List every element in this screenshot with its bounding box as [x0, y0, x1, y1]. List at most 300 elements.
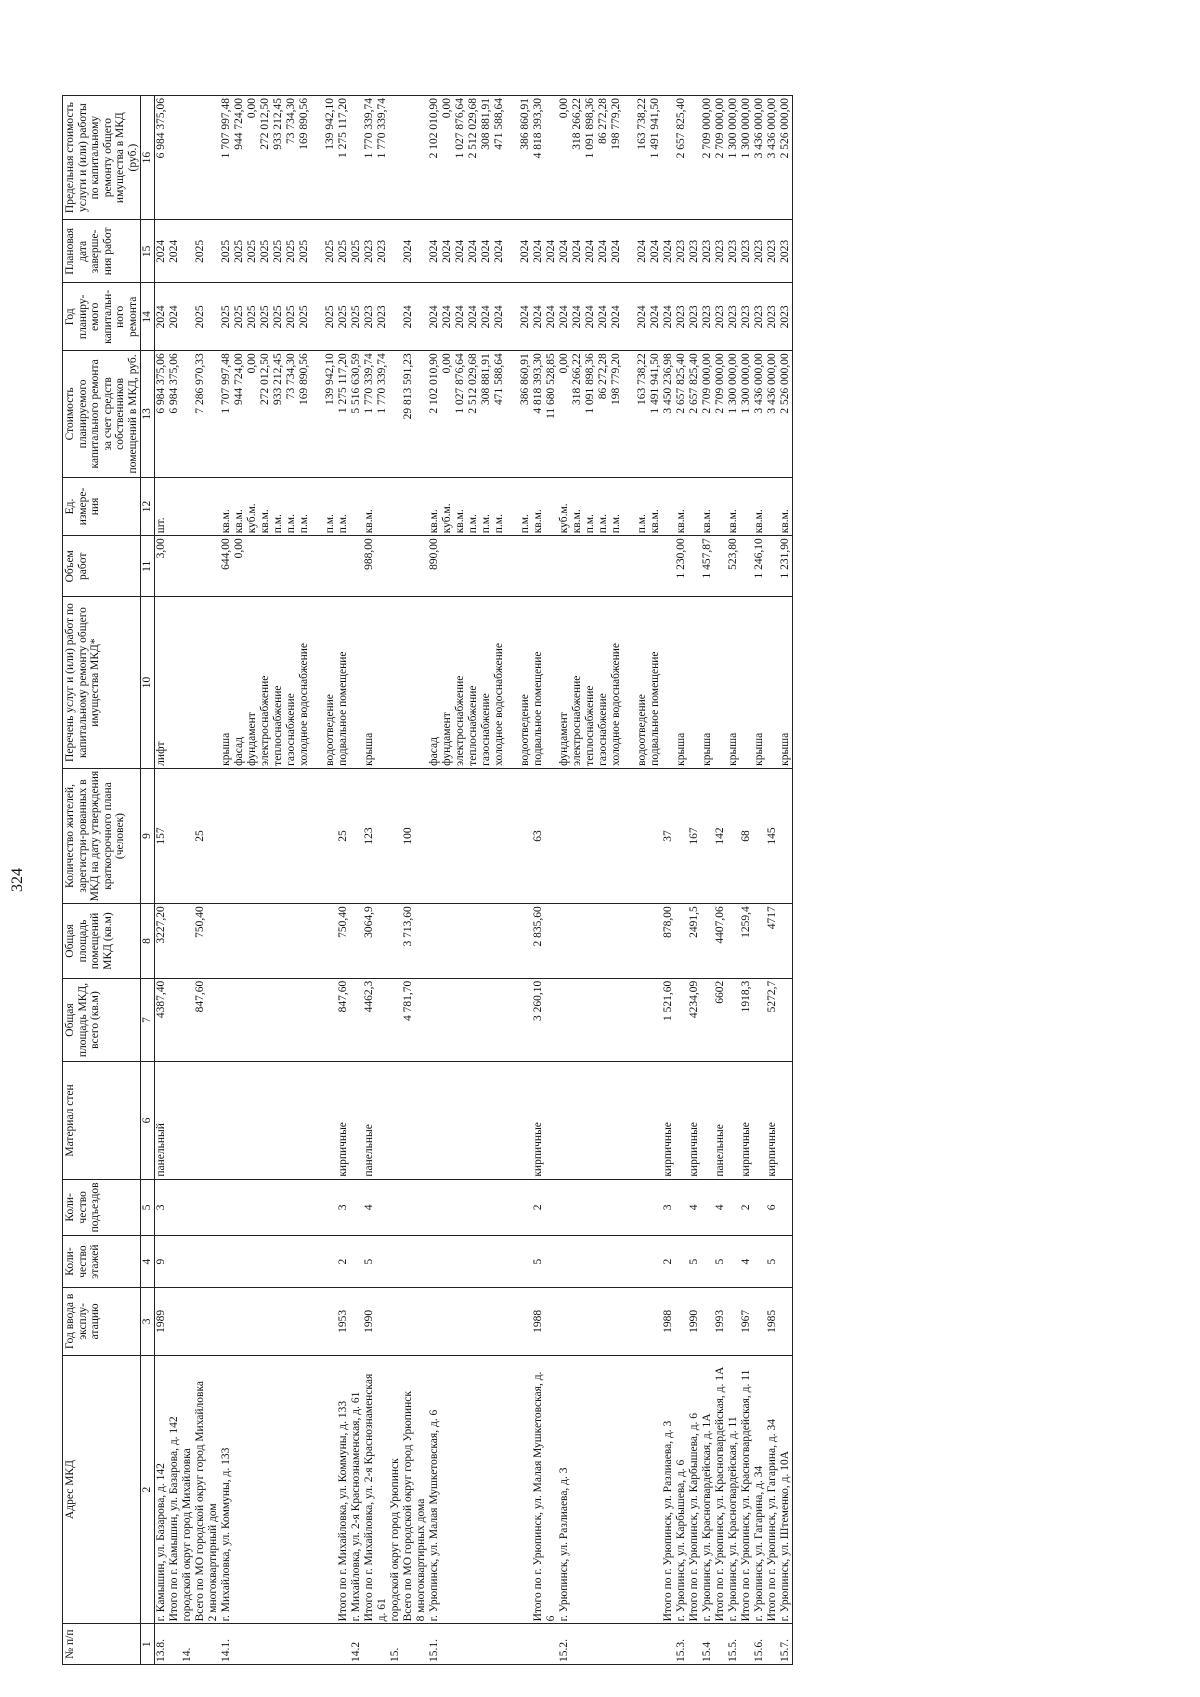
table-cell: [493, 768, 506, 903]
table-cell: Итого по г. Урюпинск, ул. Гагарина, д. 34: [766, 1355, 779, 1624]
table-cell: [402, 1624, 415, 1665]
table-cell: Итого по г. Урюпинск, ул. Красногвардейская, д. 1А: [714, 1355, 727, 1624]
table-cell: 1 491 941,50: [649, 96, 662, 220]
table-cell: [376, 477, 389, 536]
table-cell: 0,00: [441, 351, 454, 477]
table-cell: [376, 1179, 389, 1235]
column-header-8: Общая площадь помещений МКД (кв.м): [63, 904, 141, 978]
table-cell: [571, 536, 584, 597]
table-cell: [194, 1288, 207, 1356]
table-cell: [415, 96, 428, 220]
table-cell: 2025: [350, 220, 363, 283]
table-cell: [519, 1288, 532, 1356]
table-cell: 2023: [675, 283, 688, 351]
table-cell: [727, 904, 740, 978]
table-cell: 1918,3: [740, 978, 753, 1062]
table-cell: [454, 768, 467, 903]
table-cell: 5272,7: [766, 978, 779, 1062]
table-row: [558, 96, 571, 1665]
table-cell: 1 457,87: [701, 536, 714, 597]
table-cell: панельные: [363, 1062, 376, 1179]
table-row: [363, 96, 376, 1665]
table-cell: 2024: [467, 283, 480, 351]
table-cell: [649, 978, 662, 1062]
table-cell: п.м.: [636, 477, 649, 536]
table-cell: 6 984 375,06: [155, 351, 169, 477]
table-cell: 2 709 000,00: [701, 351, 714, 477]
column-number-9: 9: [141, 768, 155, 903]
table-cell: [701, 978, 714, 1062]
table-cell: [428, 1236, 441, 1288]
table-cell: 2491,5: [688, 904, 701, 978]
table-cell: п.м.: [298, 477, 311, 536]
table-cell: [272, 1355, 285, 1624]
table-cell: [207, 1624, 220, 1665]
table-cell: [597, 904, 610, 978]
table-cell: кв.м.: [675, 477, 688, 536]
table-cell: [324, 1062, 337, 1179]
table-cell: 0,00: [233, 536, 246, 597]
table-cell: [220, 904, 233, 978]
table-cell: 272 012,50: [259, 96, 272, 220]
table-cell: [623, 536, 636, 597]
table-cell: г. Урюпинск, ул. Карбышева, д. 6: [675, 1355, 688, 1624]
table-cell: [324, 904, 337, 978]
table-row: [285, 96, 298, 1665]
table-cell: [415, 1236, 428, 1288]
table-cell: [519, 978, 532, 1062]
table-row: [532, 96, 545, 1665]
table-cell: 145: [766, 768, 779, 903]
table-cell: [402, 1288, 415, 1356]
table-cell: 2025: [285, 283, 298, 351]
table-cell: [519, 1062, 532, 1179]
table-cell: [337, 1624, 350, 1665]
table-cell: г. Урюпинск, ул. Красногвардейская, д. 11: [727, 1355, 740, 1624]
table-cell: 2024: [493, 220, 506, 283]
table-cell: 944 724,00: [233, 351, 246, 477]
table-row: [740, 96, 753, 1665]
table-cell: [467, 1236, 480, 1288]
table-cell: [350, 1062, 363, 1179]
table-cell: [519, 536, 532, 597]
page-number: 324: [9, 868, 26, 892]
table-cell: 2024: [610, 220, 623, 283]
table-cell: [272, 536, 285, 597]
table-cell: [454, 1355, 467, 1624]
table-cell: 2 657 825,40: [688, 351, 701, 477]
table-cell: 2: [662, 1236, 675, 1288]
table-row: [272, 96, 285, 1665]
table-cell: [753, 1062, 766, 1179]
table-cell: [389, 477, 402, 536]
table-cell: [415, 351, 428, 477]
table-row: [389, 96, 402, 1665]
table-cell: [181, 1288, 194, 1356]
table-cell: п.м.: [519, 477, 532, 536]
table-cell: 4387,40: [155, 978, 169, 1062]
table-cell: 1953: [337, 1288, 350, 1356]
table-cell: [220, 1236, 233, 1288]
table-cell: [649, 1062, 662, 1179]
table-cell: [376, 1236, 389, 1288]
table-cell: [181, 220, 194, 283]
table-cell: 68: [740, 768, 753, 903]
table-cell: 86 272,28: [597, 351, 610, 477]
table-cell: [493, 978, 506, 1062]
table-cell: [350, 536, 363, 597]
table-cell: куб.м.: [558, 477, 571, 536]
table-cell: [467, 768, 480, 903]
table-cell: [571, 904, 584, 978]
table-row: [727, 96, 740, 1665]
table-cell: 2023: [363, 283, 376, 351]
table-cell: [636, 978, 649, 1062]
table-cell: [168, 978, 181, 1062]
table-cell: Итого по г. Михайловка, ул. 2-я Краснознаменская: [363, 1355, 376, 1624]
table-cell: 2025: [259, 283, 272, 351]
table-cell: 2023: [740, 283, 753, 351]
table-cell: 750,40: [337, 904, 350, 978]
table-cell: [675, 1236, 688, 1288]
table-cell: [506, 536, 519, 597]
table-cell: городской округ город Михайловка: [181, 1355, 194, 1624]
table-row: [441, 96, 454, 1665]
table-cell: г. Урюпинск, ул. Штеменко, д. 10А: [779, 1355, 793, 1624]
table-cell: [558, 768, 571, 903]
table-cell: [584, 1624, 597, 1665]
table-row: [571, 96, 584, 1665]
column-header-16: Предельная стоимость услуги и (или) работы по капитальному ремонту общего имущества в МКД (руб.): [63, 96, 141, 220]
table-cell: [779, 1062, 793, 1179]
table-cell: 1 230,00: [675, 536, 688, 597]
table-cell: [285, 1179, 298, 1235]
table-cell: [545, 1288, 558, 1356]
table-cell: [207, 597, 220, 769]
table-cell: [207, 904, 220, 978]
table-cell: [441, 536, 454, 597]
table-cell: 4717: [766, 904, 779, 978]
table-cell: [623, 1355, 636, 1624]
table-cell: 1993: [714, 1288, 727, 1356]
table-cell: [662, 1624, 675, 1665]
table-cell: [415, 283, 428, 351]
table-cell: 2024: [168, 283, 181, 351]
table-cell: 2023: [766, 220, 779, 283]
table-cell: кв.м.: [259, 477, 272, 536]
table-cell: [402, 597, 415, 769]
table-cell: 163 738,22: [636, 351, 649, 477]
table-cell: [584, 768, 597, 903]
table-cell: кв.м.: [363, 477, 376, 536]
table-cell: 2025: [246, 220, 259, 283]
table-cell: [220, 1062, 233, 1179]
table-cell: [428, 768, 441, 903]
table-cell: [337, 536, 350, 597]
table-cell: 9: [155, 1236, 169, 1288]
table-cell: [610, 1624, 623, 1665]
table-cell: [298, 1236, 311, 1288]
table-cell: [220, 1288, 233, 1356]
table-row: [324, 96, 337, 1665]
table-cell: [441, 1179, 454, 1235]
table-cell: [389, 1236, 402, 1288]
table-cell: [246, 1355, 259, 1624]
table-cell: 2025: [194, 220, 207, 283]
table-cell: 944 724,00: [233, 96, 246, 220]
table-cell: [168, 904, 181, 978]
table-cell: Итого по г. Урюпинск, ул. Разлиаева, д. 3: [662, 1355, 675, 1624]
table-cell: [558, 904, 571, 978]
table-row: [779, 96, 793, 1665]
table-cell: [350, 1288, 363, 1356]
table-cell: 1 027 876,64: [454, 351, 467, 477]
table-cell: [389, 1179, 402, 1235]
table-cell: 100: [402, 768, 415, 903]
table-cell: 1988: [662, 1288, 675, 1356]
table-cell: 15.1.: [428, 1624, 441, 1665]
table-cell: [246, 768, 259, 903]
table-cell: 2024: [532, 220, 545, 283]
table-cell: [181, 283, 194, 351]
table-cell: 3 713,60: [402, 904, 415, 978]
table-cell: 25: [337, 768, 350, 903]
table-cell: [493, 1062, 506, 1179]
column-number-14: 14: [141, 283, 155, 351]
table-cell: [623, 978, 636, 1062]
table-cell: 163 738,22: [636, 96, 649, 220]
table-cell: 169 890,56: [298, 351, 311, 477]
table-cell: 2023: [376, 283, 389, 351]
table-cell: [207, 477, 220, 536]
table-cell: [454, 1288, 467, 1356]
table-cell: [454, 1062, 467, 1179]
column-number-15: 15: [141, 220, 155, 283]
table-cell: [376, 536, 389, 597]
table-cell: 3: [662, 1179, 675, 1235]
table-cell: [285, 1062, 298, 1179]
table-cell: теплоснабжение: [272, 597, 285, 769]
table-cell: [688, 1624, 701, 1665]
table-cell: [506, 1062, 519, 1179]
table-cell: Итого по г. Урюпинск, ул. Малая Мушкетовская, д.: [532, 1355, 545, 1624]
table-cell: 2 многоквартирный дом: [207, 1355, 220, 1624]
table-cell: [714, 477, 727, 536]
table-cell: 3: [337, 1179, 350, 1235]
table-cell: [519, 1179, 532, 1235]
table-cell: [688, 536, 701, 597]
table-cell: [376, 1062, 389, 1179]
table-cell: [298, 1355, 311, 1624]
table-cell: [662, 597, 675, 769]
table-cell: [246, 1236, 259, 1288]
table-cell: [675, 768, 688, 903]
table-cell: [506, 1355, 519, 1624]
table-cell: 2023: [727, 220, 740, 283]
table-cell: [714, 1624, 727, 1665]
table-cell: 2024: [597, 283, 610, 351]
table-cell: [571, 1355, 584, 1624]
table-cell: [194, 96, 207, 220]
table-cell: 1 231,90: [779, 536, 793, 597]
table-cell: 2023: [675, 220, 688, 283]
table-cell: 2023: [740, 220, 753, 283]
table-cell: газоснабжение: [285, 597, 298, 769]
table-cell: 142: [714, 768, 727, 903]
table-cell: 37: [662, 768, 675, 903]
table-cell: фундамент: [558, 597, 571, 769]
table-cell: 2023: [766, 283, 779, 351]
table-cell: [649, 1288, 662, 1356]
table-cell: кирпичные: [766, 1062, 779, 1179]
table-row: [402, 96, 415, 1665]
table-cell: [506, 1288, 519, 1356]
table-cell: [181, 351, 194, 477]
table-cell: [779, 1236, 793, 1288]
table-cell: 3 436 000,00: [766, 96, 779, 220]
table-cell: холодное водоснабжение: [493, 597, 506, 769]
table-cell: 4: [740, 1236, 753, 1288]
table-cell: 15.5.: [727, 1624, 740, 1665]
table-cell: [272, 768, 285, 903]
table-cell: [350, 978, 363, 1062]
table-cell: [467, 1355, 480, 1624]
table-cell: 2025: [246, 283, 259, 351]
table-cell: теплоснабжение: [467, 597, 480, 769]
table-cell: [272, 1624, 285, 1665]
table-cell: п.м.: [324, 477, 337, 536]
header-row: [63, 96, 141, 1665]
table-cell: [324, 1179, 337, 1235]
table-cell: 15.6.: [753, 1624, 766, 1665]
table-cell: [493, 904, 506, 978]
table-cell: 25: [194, 768, 207, 903]
table-cell: [311, 1624, 324, 1665]
table-cell: [545, 978, 558, 1062]
table-cell: [779, 1288, 793, 1356]
table-cell: 5: [714, 1236, 727, 1288]
table-cell: кирпичные: [337, 1062, 350, 1179]
table-cell: 1 246,10: [753, 536, 766, 597]
table-cell: [701, 1236, 714, 1288]
table-cell: 2025: [220, 283, 233, 351]
table-cell: 2023: [714, 220, 727, 283]
table-cell: 5: [766, 1236, 779, 1288]
table-cell: [298, 1288, 311, 1356]
table-cell: 878,00: [662, 904, 675, 978]
table-cell: кв.м.: [701, 477, 714, 536]
table-cell: 1 091 898,36: [584, 96, 597, 220]
table-cell: 157: [155, 768, 169, 903]
table-cell: г. Камышин, ул. Базарова, д. 142: [155, 1355, 169, 1624]
table-cell: [610, 1062, 623, 1179]
table-cell: Всего по МО городской округ город Урюпинск: [402, 1355, 415, 1624]
table-cell: 2 526 000,00: [779, 351, 793, 477]
table-cell: 13.8.: [155, 1624, 169, 1665]
table-cell: [571, 1179, 584, 1235]
table-cell: [168, 1062, 181, 1179]
table-cell: [493, 1179, 506, 1235]
table-cell: [480, 768, 493, 903]
table-cell: [181, 536, 194, 597]
table-cell: [467, 1288, 480, 1356]
table-cell: [506, 1624, 519, 1665]
table-cell: [207, 978, 220, 1062]
table-cell: шт.: [155, 477, 169, 536]
table-cell: [493, 1624, 506, 1665]
table-cell: 2024: [441, 283, 454, 351]
table-cell: 890,00: [428, 536, 441, 597]
table-cell: кв.м.: [649, 477, 662, 536]
table-cell: [636, 1236, 649, 1288]
table-cell: [428, 1179, 441, 1235]
table-cell: [376, 768, 389, 903]
table-cell: [584, 904, 597, 978]
table-cell: [636, 1355, 649, 1624]
table-cell: 750,40: [194, 904, 207, 978]
table-cell: подвальное помещение: [532, 597, 545, 769]
table-cell: [259, 1236, 272, 1288]
table-cell: крыша: [363, 597, 376, 769]
table-cell: холодное водоснабжение: [610, 597, 623, 769]
table-cell: [311, 1062, 324, 1179]
table-cell: 847,60: [337, 978, 350, 1062]
table-cell: [389, 1288, 402, 1356]
table-cell: [194, 477, 207, 536]
table-cell: 2023: [363, 220, 376, 283]
table-cell: 1 300 000,00: [727, 96, 740, 220]
table-cell: [675, 1062, 688, 1179]
table-cell: кв.м.: [779, 477, 793, 536]
table-cell: 2024: [519, 283, 532, 351]
table-cell: 2024: [662, 220, 675, 283]
table-cell: [701, 1062, 714, 1179]
column-number-16: 16: [141, 96, 155, 220]
table-cell: [350, 904, 363, 978]
table-cell: 1990: [688, 1288, 701, 1356]
table-cell: [376, 597, 389, 769]
table-cell: [753, 978, 766, 1062]
table-cell: [233, 904, 246, 978]
table-cell: [350, 597, 363, 769]
table-cell: 2 709 000,00: [701, 96, 714, 220]
table-cell: 2: [740, 1179, 753, 1235]
table-cell: 2023: [376, 220, 389, 283]
table-cell: [298, 768, 311, 903]
table-row: [311, 96, 324, 1665]
table-cell: 4: [688, 1179, 701, 1235]
table-cell: [311, 1355, 324, 1624]
column-number-row: [141, 96, 155, 1665]
table-row: [233, 96, 246, 1665]
table-row: [649, 96, 662, 1665]
table-cell: 15.2.: [558, 1624, 571, 1665]
table-cell: [545, 597, 558, 769]
column-header-9: Количество жителей, зарегистри-рованных в МКД на дату утверждения краткосрочного плана (человек): [63, 768, 141, 903]
table-cell: 3064,9: [363, 904, 376, 978]
table-cell: 29 813 591,23: [402, 351, 415, 477]
table-cell: [285, 978, 298, 1062]
table-cell: [389, 768, 402, 903]
table-cell: [519, 1624, 532, 1665]
table-cell: кв.м.: [233, 477, 246, 536]
table-cell: 15.4: [701, 1624, 714, 1665]
table-cell: 2025: [298, 283, 311, 351]
table-cell: [168, 768, 181, 903]
table-cell: 3,00: [155, 536, 169, 597]
column-number-7: 7: [141, 978, 155, 1062]
table-cell: [467, 978, 480, 1062]
